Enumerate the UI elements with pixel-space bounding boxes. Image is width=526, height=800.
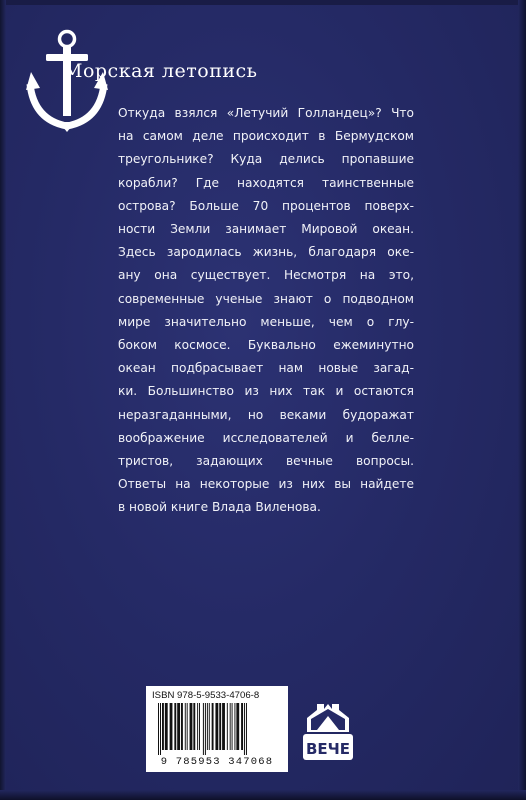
blurb-line: Ответы на некоторые из них вы найдете (118, 477, 414, 492)
cover-bottom-edge (0, 790, 526, 800)
blurb-text (118, 102, 414, 520)
barcode-bar (160, 703, 161, 755)
cover-right-edge (518, 0, 526, 800)
barcode-bar (230, 703, 231, 750)
barcode-bar (236, 703, 239, 750)
blurb-line: ану она существует. Несмотря на это, (118, 268, 414, 283)
barcode-bar (215, 703, 218, 750)
barcode-label (146, 686, 288, 772)
barcode-bar (219, 703, 221, 750)
barcode-bar (162, 703, 164, 750)
blurb-line: в новой книге Влада Виленова. (118, 500, 321, 515)
barcode-bar (234, 703, 235, 750)
blurb-line: тристов, задающих вечные вопросы. (118, 454, 414, 469)
blurb-line: на самом деле происходит в Бермудском (118, 129, 414, 144)
barcode-bar (158, 703, 159, 755)
barcode-bar (165, 703, 168, 750)
barcode-digits: 9 785953 347068 (160, 756, 274, 768)
blurb-line: мире значительно меньше, чем о глу- (118, 314, 414, 329)
isbn-number: ISBN 978-5-9533-4706-8 (152, 690, 260, 701)
blurb-line: неразгаданными, но веками будоражат (118, 407, 414, 422)
blurb-line: корабли? Где находятся таинственные (118, 175, 414, 190)
barcode-bar (246, 703, 247, 755)
barcode-bar (205, 703, 206, 755)
publisher-logo-icon (299, 700, 357, 764)
blurb-line: океан подбрасывает нам новые загад- (118, 361, 414, 376)
barcode-bar (241, 703, 243, 750)
blurb-line: воображение исследователей и белле- (118, 430, 414, 445)
blurb-line: современные ученые знают о подводном (118, 291, 414, 306)
barcode-bar (222, 703, 225, 750)
barcode-bar (207, 703, 208, 750)
barcode-bars (158, 703, 276, 755)
publisher-logo-text: ВЕЧЕ (305, 740, 351, 758)
blurb-line: Откуда взялся «Летучий Голландец»? Что (118, 106, 414, 120)
barcode-bar (193, 703, 195, 750)
barcode-bar (232, 703, 233, 750)
barcode-bar (190, 703, 193, 750)
barcode-bar (185, 703, 186, 750)
cover-top-edge (0, 0, 526, 5)
blurb-line: Здесь зародилась жизнь, благодаря оке- (118, 245, 414, 260)
blurb-line: треугольнике? Куда делись пропавшие (118, 152, 414, 167)
barcode-bar (177, 703, 180, 750)
blurb-line: ности Земли занимает Мировой океан. (118, 222, 414, 237)
blurb-line: ки. Большинство из них так и остаются (118, 384, 414, 399)
barcode-bar (203, 703, 204, 755)
barcode-bar (244, 703, 245, 755)
cover-spine-edge (0, 0, 6, 800)
blurb-line: боком космосе. Буквально ежеминутно (118, 338, 414, 353)
blurb-line: острова? Больше 70 процентов поверх- (118, 198, 414, 213)
barcode-bar (227, 703, 228, 750)
barcode-bar (197, 703, 198, 750)
barcode-bar (212, 703, 214, 750)
barcode-bar (187, 703, 188, 750)
series-title: Морская летопись (63, 60, 258, 82)
barcode-bar (181, 703, 183, 750)
barcode-bar (174, 703, 176, 750)
barcode-bar (170, 703, 173, 750)
barcode-bar (209, 703, 210, 750)
barcode-bar (199, 703, 200, 750)
